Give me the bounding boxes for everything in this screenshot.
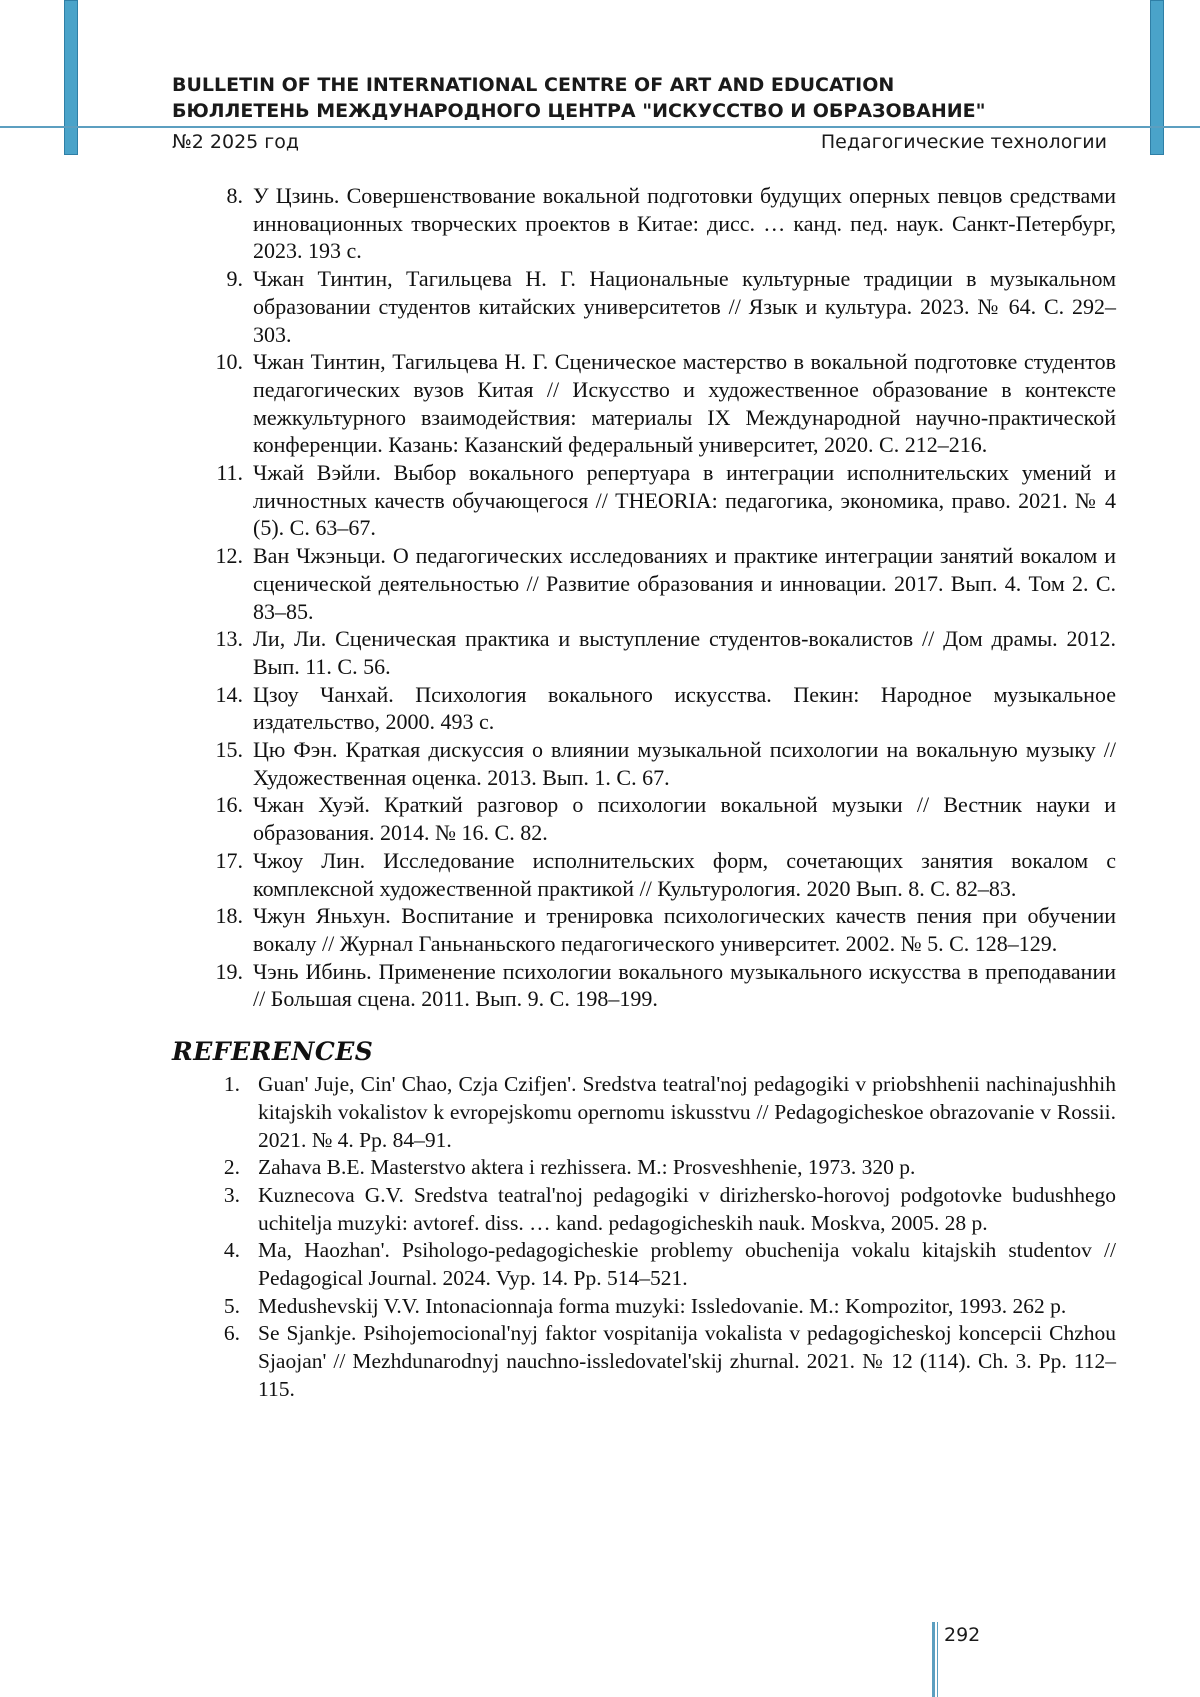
item-text: Цзоу Чанхай. Психология вокального искусства. Пекин: Народное музыкальное издательство, 2000. 493 с. [253, 681, 1116, 735]
item-text: У Цзинь. Совершенствование вокальной подготовки будущих оперных певцов средствами инновационных творческих проектов в Китае: дисс. … канд. пед. наук. Санкт-Петербург, 2023. 193 с. [253, 183, 1116, 264]
list-item [172, 1071, 1116, 1154]
page-number-rule-thin [937, 1622, 938, 1697]
list-item [172, 1182, 1116, 1237]
russian-reference-list [172, 182, 1116, 1013]
list-item [172, 348, 1116, 459]
list-item [172, 1237, 1116, 1292]
item-number: 2. [223, 1155, 240, 1180]
list-item [172, 1154, 1116, 1182]
item-number: 9. [226, 266, 243, 292]
item-text: Ma, Haozhan'. Psihologo-pedagogicheskie problemy obuchenija vokalu kitajskih studentov // Pedagogical Journal. 2024. Vyp. 14. Pp. 514–521. [258, 1238, 1116, 1291]
item-number: 14. [215, 681, 243, 707]
item-text: Чжай Вэйли. Выбор вокального репертуара в интеграции исполнительских умений и личностных качеств обучающегося // THEORIA: педагогика, экономика, право. 2021. № 4 (5). С. 63–67. [253, 460, 1116, 541]
item-number: 16. [215, 792, 243, 818]
item-number: 1. [223, 1072, 240, 1097]
item-text: Чэнь Ибинь. Применение психологии вокального музыкального искусства в преподавании // Большая сцена. 2011. Вып. 9. С. 198–199. [253, 958, 1116, 1012]
item-number: 6. [223, 1321, 240, 1346]
list-item [172, 265, 1116, 348]
list-item [172, 459, 1116, 542]
item-text: Чжан Хуэй. Краткий разговор о психологии вокальной музыки // Вестник науки и образования. 2014. № 16. С. 82. [253, 792, 1116, 846]
item-text: Guan' Juje, Cin' Chao, Czja Czifjen'. Sredstva teatral'noj pedagogiki v priobshhenii nachinajushhih kitajskih vokalistov k evropejskomu opernomu iskusstvu // Pedagogicheskoe obrazovanie v Rossii. 2021. № 4. Pp. 84–91. [258, 1072, 1116, 1152]
item-number: 4. [223, 1238, 240, 1263]
list-item [172, 681, 1116, 736]
item-text: Zahava B.E. Masterstvo aktera i rezhissera. M.: Prosveshhenie, 1973. 320 p. [258, 1155, 916, 1180]
journal-title-en: BULLETIN OF THE INTERNATIONAL CENTRE OF ART AND EDUCATION [172, 74, 895, 96]
english-reference-list [172, 1071, 1116, 1403]
header-rule [0, 126, 1200, 128]
item-number: 17. [215, 847, 243, 873]
item-text: Kuznecova G.V. Sredstva teatral'noj pedagogiki v dirizhersko-horovoj podgotovke budushhego uchitelja muzyki: avtoref. diss. … kand. pedagogicheskih nauk. Moskva, 2005. 28 p. [258, 1182, 1116, 1235]
item-text: Ван Чжэньци. О педагогических исследованиях и практике интеграции занятий вокалом и сценической деятельностью // Развитие образования и инновации. 2017. Вып. 4. Том 2. С. 83–85. [253, 543, 1116, 624]
item-text: Чжан Тинтин, Тагильцева Н. Г. Национальные культурные традиции в музыкальном образовании студентов китайских университетов // Язык и культура. 2023. № 64. С. 292–303. [253, 266, 1116, 347]
item-text: Medushevskij V.V. Intonacionnaja forma muzyki: Issledovanie. M.: Kompozitor, 1993. 262 p. [258, 1293, 1067, 1318]
item-number: 3. [223, 1182, 240, 1207]
list-item [172, 625, 1116, 680]
list-item [172, 736, 1116, 791]
left-decorative-bar [64, 0, 78, 155]
issue-line [172, 131, 1107, 153]
journal-header [172, 72, 1112, 124]
references-heading: REFERENCES [172, 1037, 374, 1067]
item-text: Se Sjankje. Psihojemocional'nyj faktor vospitanija vokalista v pedagogicheskoj koncepcii Chzhou Sjaojan' // Mezhdunarodnyj nauchno-issledovatel'skij zhurnal. 2021. № 12 (114). Ch. 3. Pp. 112–115. [258, 1321, 1116, 1401]
item-number: 18. [215, 903, 243, 929]
item-number: 8. [226, 183, 243, 208]
list-item [172, 847, 1116, 902]
item-number: 11. [216, 460, 243, 486]
list-item [172, 1293, 1116, 1321]
journal-title-ru: БЮЛЛЕТЕНЬ МЕЖДУНАРОДНОГО ЦЕНТРА "ИСКУССТВО И ОБРАЗОВАНИЕ" [172, 100, 986, 122]
item-text: Цю Фэн. Краткая дискуссия о влиянии музыкальной психологии на вокальную музыку // Художественная оценка. 2013. Вып. 1. С. 67. [253, 737, 1116, 790]
item-text: Ли, Ли. Сценическая практика и выступление студентов-вокалистов // Дом драмы. 2012. Вып. 11. С. 56. [253, 626, 1116, 679]
list-item [172, 182, 1116, 265]
item-number: 19. [215, 958, 243, 984]
item-text: Чжоу Лин. Исследование исполнительских форм, сочетающих занятия вокалом с комплексной художественной практикой // Культурология. 2020 Вып. 8. С. 82–83. [253, 847, 1116, 901]
list-item [172, 902, 1116, 957]
page-content [172, 182, 1116, 1404]
item-number: 13. [215, 626, 243, 652]
item-number: 15. [215, 737, 243, 763]
right-decorative-bar [1150, 0, 1164, 155]
list-item [172, 791, 1116, 846]
issue-number: №2 2025 год [172, 131, 300, 153]
list-item [172, 542, 1116, 625]
item-number: 10. [215, 349, 243, 375]
page-number: 292 [944, 1624, 981, 1646]
item-number: 5. [223, 1293, 240, 1318]
item-text: Чжун Яньхун. Воспитание и тренировка психологических качеств пения при обучении вокалу // Журнал Ганьнаньского педагогического университет. 2002. № 5. С. 128–129. [253, 903, 1116, 956]
list-item [172, 958, 1116, 1013]
item-number: 12. [215, 543, 243, 569]
item-text: Чжан Тинтин, Тагильцева Н. Г. Сценическое мастерство в вокальной подготовке студентов педагогических вузов Китая // Искусство и художественное образование в контексте межкультурного взаимодействия: материалы IX Международной научно-практической конференции. Казань: Казанский федеральный университет, 2020. С. 212–216. [253, 349, 1116, 458]
list-item [172, 1320, 1116, 1403]
section-name: Педагогические технологии [820, 131, 1107, 153]
page-number-rule [932, 1622, 935, 1697]
